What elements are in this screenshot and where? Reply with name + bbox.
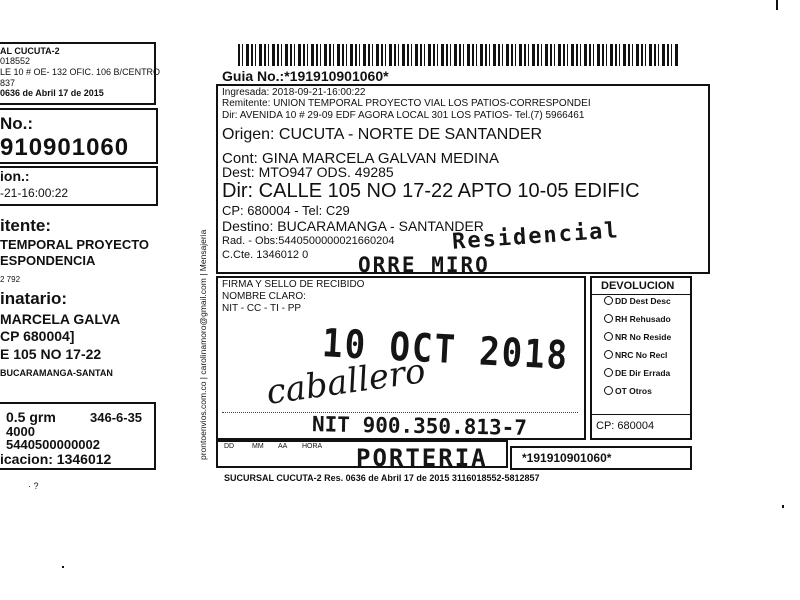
radio-circle-icon bbox=[604, 350, 613, 359]
remitente: Remitente: UNION TEMPORAL PROYECTO VIAL LOS PATIOS-CORRESPONDEI bbox=[222, 98, 591, 109]
radio-circle-icon bbox=[604, 296, 613, 305]
radio-circle-icon bbox=[604, 314, 613, 323]
stub-ref: 5440500000002 bbox=[6, 437, 100, 452]
stub-sender-label: itente: bbox=[0, 216, 51, 235]
signature: caballero bbox=[263, 351, 428, 413]
devolucion-option-nr[interactable] bbox=[604, 332, 671, 342]
stub-dest-city: BUCARAMANGA-SANTAN bbox=[0, 368, 113, 378]
devolucion-title-rule bbox=[592, 294, 690, 295]
radio-circle-icon bbox=[604, 386, 613, 395]
cont: Cont: GINA MARCELA GALVAN MEDINA bbox=[222, 150, 500, 167]
ingresada: Ingresada: 2018-09-21-16:00:22 bbox=[222, 87, 366, 98]
guia-header: Guia No.:*191910901060* bbox=[222, 68, 389, 84]
devolucion-option-label: DD Dest Desc bbox=[615, 296, 671, 306]
stub-sender-small: 2 792 bbox=[0, 275, 21, 284]
nombre-label: NOMBRE CLARO: bbox=[222, 291, 306, 302]
stub-header-line-2: 018552 bbox=[0, 56, 31, 66]
ccte: C.Cte. 1346012 0 bbox=[222, 249, 309, 261]
radio-circle-icon bbox=[604, 368, 613, 377]
stub-dest-line-3: E 105 NO 17-22 bbox=[0, 346, 102, 362]
devolucion-option-de[interactable] bbox=[604, 368, 670, 378]
nit-label: NIT - CC - TI - PP bbox=[222, 303, 302, 314]
scan-edge-mark bbox=[776, 0, 778, 10]
firma-label: FIRMA Y SELLO DE RECIBIDO bbox=[222, 279, 365, 290]
stub-value: 4000 bbox=[6, 424, 35, 439]
stub-ubicacion: icacion: 1346012 bbox=[0, 451, 112, 467]
devolucion-cp-rule bbox=[592, 414, 690, 415]
devolucion-option-ot[interactable] bbox=[604, 386, 652, 396]
scan-edge-mark bbox=[62, 566, 64, 568]
stub-header-line-3: LE 10 # OE- 132 OFIC. 106 B/CENTRO bbox=[0, 67, 161, 77]
stub-header-line-4: 837 bbox=[0, 78, 16, 88]
stub-guia-label: No.: bbox=[0, 114, 34, 133]
stub-dest-line-2: CP 680004] bbox=[0, 328, 75, 344]
radio-circle-icon bbox=[604, 332, 613, 341]
destino: Destino: BUCARAMANGA - SANTANDER bbox=[222, 218, 484, 234]
stub-weight: 0.5 grm bbox=[6, 409, 56, 425]
stub-weight-code: 346-6-35 bbox=[90, 410, 143, 425]
date-col-mm: MM bbox=[252, 443, 264, 450]
devolucion-option-label: NRC No Recl bbox=[615, 350, 668, 360]
porteria-stamp: PORTERIA bbox=[356, 444, 488, 472]
dir: Dir: CALLE 105 NO 17-22 APTO 10-05 EDIFIC bbox=[222, 180, 640, 202]
stub-dest-label: inatario: bbox=[0, 289, 68, 308]
stub-sender-line-1: TEMPORAL PROYECTO bbox=[0, 237, 150, 252]
date-col-aa: AA bbox=[278, 443, 288, 450]
devolucion-option-label: NR No Reside bbox=[615, 332, 672, 342]
date-col-dd: DD bbox=[224, 443, 235, 450]
barcode bbox=[238, 44, 678, 66]
stub-header-line-1: AL CUCUTA-2 bbox=[0, 46, 60, 56]
dest: Dest: MTO947 ODS. 49285 bbox=[222, 164, 394, 180]
devolucion-option-nrc[interactable] bbox=[604, 350, 667, 360]
date-stamp: 10 OCT 2018 bbox=[320, 320, 571, 380]
stub-guia-number: 910901060 bbox=[0, 134, 130, 161]
date-col-hora: HORA bbox=[302, 443, 323, 450]
stamp-residencial: Residencial bbox=[451, 218, 621, 255]
rad: Rad. - Obs:5440500000021660204 bbox=[222, 235, 395, 247]
devolucion-option-label: DE Dir Errada bbox=[615, 368, 671, 378]
stub-admission-date: -21-16:00:22 bbox=[0, 186, 69, 200]
stamp-torre: ORRE MIRO bbox=[358, 253, 490, 277]
footer-text: SUCURSAL CUCUTA-2 Res. 0636 de Abril 17 de 2015 3116018552-5812857 bbox=[224, 473, 540, 483]
stub-admission-label: ion.: bbox=[0, 168, 30, 184]
remitente-dir: Dir: AVENIDA 10 # 29-09 EDF AGORA LOCAL 301 LOS PATIOS- Tel.(7) 5966461 bbox=[222, 110, 585, 121]
devolucion-option-label: OT Otros bbox=[615, 386, 652, 396]
stub-sender-line-2: ESPONDENCIA bbox=[0, 253, 96, 268]
stub-header-line-5: 0636 de Abril 17 de 2015 bbox=[0, 88, 104, 98]
stub-dest-line-1: MARCELA GALVA bbox=[0, 311, 121, 327]
devolucion-option-dd[interactable] bbox=[604, 296, 671, 306]
devolucion-cp: CP: 680004 bbox=[596, 420, 655, 432]
scan-edge-mark bbox=[782, 505, 784, 508]
devolucion-title: DEVOLUCION bbox=[601, 280, 675, 292]
origen: Origen: CUCUTA - NORTE DE SANTANDER bbox=[222, 126, 543, 143]
bottom-guia: *191910901060* bbox=[522, 451, 612, 465]
cp-tel: CP: 680004 - Tel: C29 bbox=[222, 203, 350, 218]
devolucion-option-rh[interactable] bbox=[604, 314, 671, 324]
vertical-side-text: prontoenvios.com.co | carolinamoro@gmail.com | Mensajeria bbox=[198, 229, 208, 460]
stub-footer-mark: · ? bbox=[28, 481, 39, 491]
nit-stamp: NIT 900.350.813-7 bbox=[311, 412, 528, 440]
devolucion-option-label: RH Rehusado bbox=[615, 314, 671, 324]
